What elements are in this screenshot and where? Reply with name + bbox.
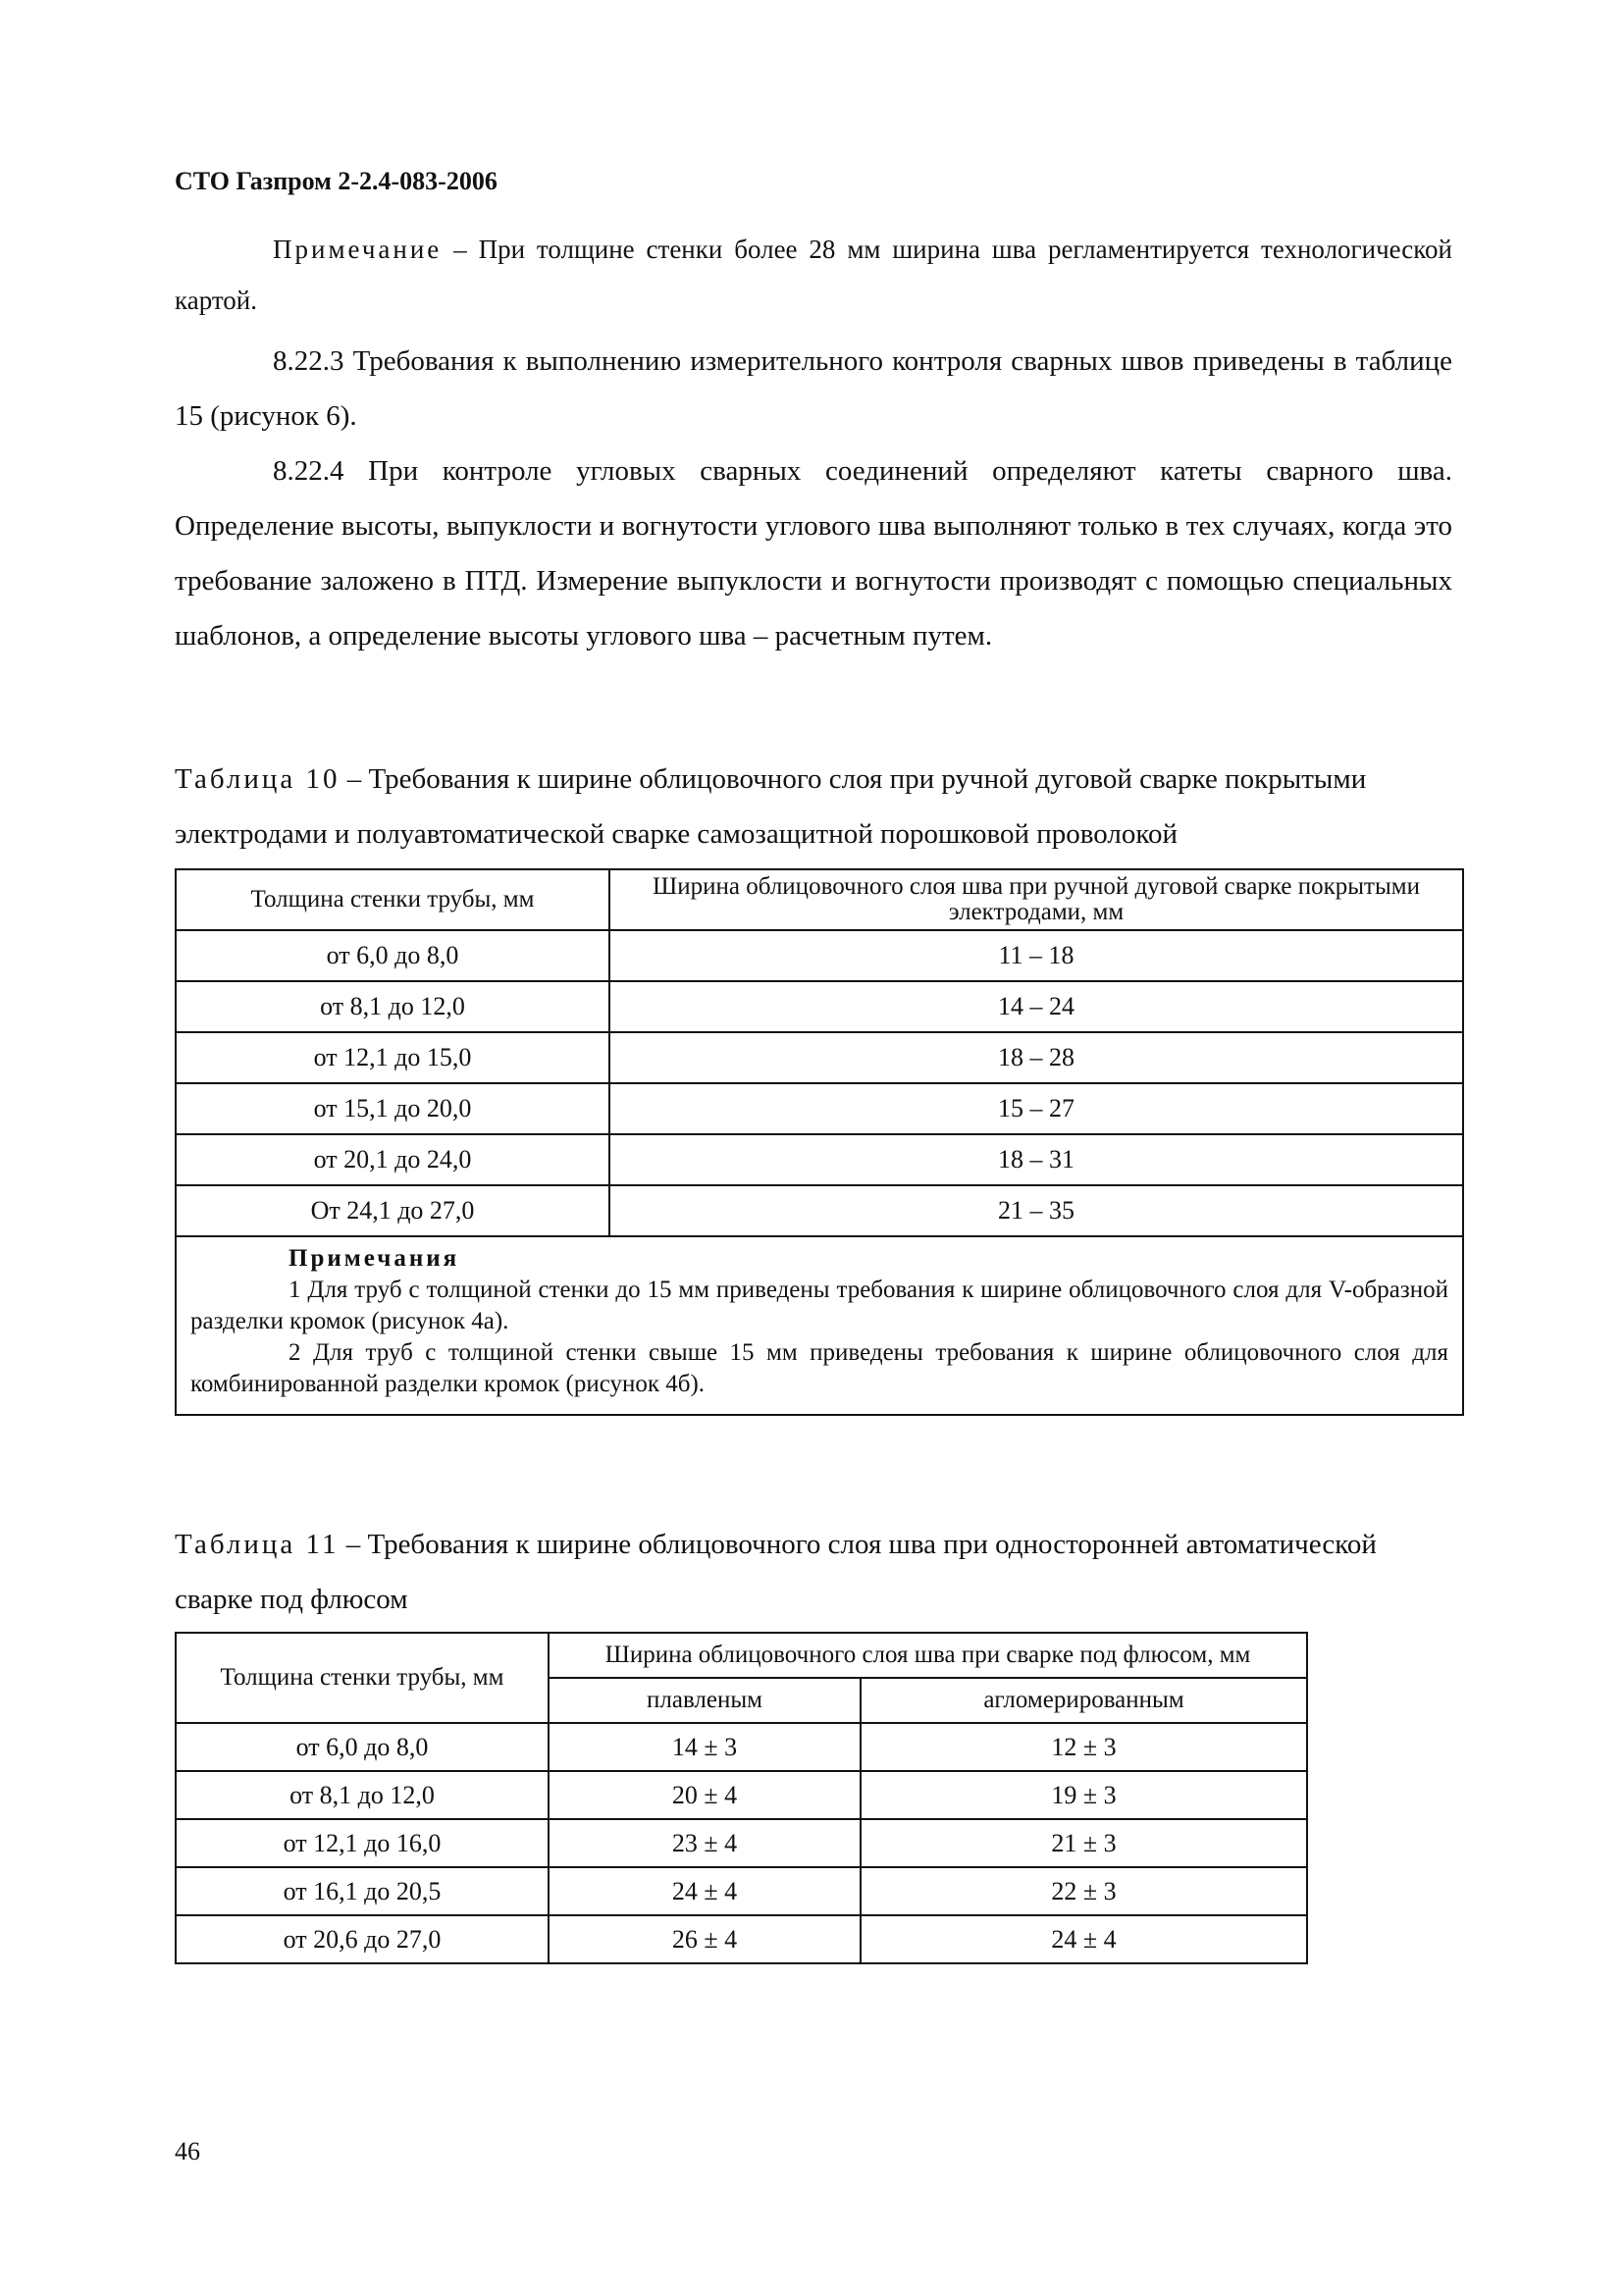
column-header-width: Ширина облицовочного слоя шва при ручной дуговой сварке покрытыми электродами, мм: [609, 869, 1463, 930]
table-cell-fused: 20 ± 4: [549, 1771, 861, 1819]
table-10-caption-label: Таблица 10: [175, 763, 341, 795]
table-row: [176, 1819, 1307, 1867]
table-cell-thickness: от 6,0 до 8,0: [176, 930, 609, 981]
table-row: [176, 1032, 1463, 1083]
table-row: [176, 930, 1463, 981]
table-11-caption-text: – Требования к ширине облицовочного слоя шва при односторонней автоматической сварке под флюсом: [175, 1529, 1377, 1615]
table-10-caption-text: – Требования к ширине облицовочного слоя при ручной дуговой сварке покрытыми электродами и полуавтоматической сварке самозащитной порошковой проволокой: [175, 763, 1367, 850]
table-cell-width: 21 – 35: [609, 1185, 1463, 1236]
table-cell-fused: 24 ± 4: [549, 1867, 861, 1915]
table-row: [176, 1867, 1307, 1915]
table-11-caption: [175, 1517, 1460, 1627]
table-notes-row: [176, 1236, 1463, 1415]
column-header-thickness: Толщина стенки трубы, мм: [176, 869, 609, 930]
table-cell-fused: 26 ± 4: [549, 1915, 861, 1963]
table-cell-thickness: от 8,1 до 12,0: [176, 1771, 549, 1819]
table-cell-agglomerated: 19 ± 3: [861, 1771, 1307, 1819]
table-cell-agglomerated: 21 ± 3: [861, 1819, 1307, 1867]
table-cell-thickness: от 12,1 до 16,0: [176, 1819, 549, 1867]
table-cell-width: 15 – 27: [609, 1083, 1463, 1134]
table-cell-width: 18 – 28: [609, 1032, 1463, 1083]
note-paragraph: [175, 224, 1452, 326]
table-cell-width: 14 – 24: [609, 981, 1463, 1032]
note-item: 2 Для труб с толщиной стенки свыше 15 мм приведены требования к ширине облицовочного слоя для комбинированной разделки кромок (рисунок 4б).: [190, 1339, 1448, 1397]
table-row: [176, 1771, 1307, 1819]
table-cell-thickness: от 12,1 до 15,0: [176, 1032, 609, 1083]
table-cell-thickness: от 6,0 до 8,0: [176, 1723, 549, 1771]
column-header-group-width: Ширина облицовочного слоя шва при сварке под флюсом, мм: [549, 1633, 1307, 1678]
table-notes-cell: [176, 1236, 1463, 1415]
paragraph-8-22-3: 8.22.3 Требования к выполнению измерительного контроля сварных швов приведены в таблице 15 (рисунок 6).: [175, 345, 1452, 432]
table-row: [176, 1134, 1463, 1185]
table-header-row: [176, 869, 1463, 930]
table-row: [176, 1083, 1463, 1134]
notes-title: Примечания: [288, 1245, 460, 1272]
table-cell-fused: 23 ± 4: [549, 1819, 861, 1867]
table-11-caption-label: Таблица 11: [175, 1529, 340, 1560]
note-item: 1 Для труб с толщиной стенки до 15 мм приведены требования к ширине облицовочного слоя для V-образной разделки кромок (рисунок 4а).: [190, 1277, 1448, 1334]
table-cell-thickness: От 24,1 до 27,0: [176, 1185, 609, 1236]
table-row: [176, 1915, 1307, 1963]
table-cell-thickness: от 15,1 до 20,0: [176, 1083, 609, 1134]
table-header-row: [176, 1633, 1307, 1678]
table-cell-width: 11 – 18: [609, 930, 1463, 981]
column-header-agglomerated-flux: агломерированным: [861, 1678, 1307, 1723]
table-row: [176, 1723, 1307, 1771]
table-cell-thickness: от 8,1 до 12,0: [176, 981, 609, 1032]
table-cell-thickness: от 20,6 до 27,0: [176, 1915, 549, 1963]
table-row: [176, 1185, 1463, 1236]
paragraph-8-22-4: 8.22.4 При контроле угловых сварных соединений определяют катеты сварного шва. Определение высоты, выпуклости и вогнутости углового шва выполняют только в тех случаях, когда это требование заложено в ПТД. Измерение выпуклости и вогнутости производят с помощью специальных шаблонов, а определение высоты углового шва – расчетным путем.: [175, 455, 1452, 652]
page-number: 46: [175, 2137, 200, 2165]
table-cell-agglomerated: 22 ± 3: [861, 1867, 1307, 1915]
note-text: – При толщине стенки более 28 мм ширина шва регламентируется технологической картой.: [175, 235, 1452, 315]
column-header-fused-flux: плавленым: [549, 1678, 861, 1723]
table-cell-thickness: от 16,1 до 20,5: [176, 1867, 549, 1915]
table-cell-thickness: от 20,1 до 24,0: [176, 1134, 609, 1185]
table-10-caption: [175, 752, 1460, 861]
table-11: [175, 1632, 1308, 1964]
table-cell-agglomerated: 12 ± 3: [861, 1723, 1307, 1771]
table-cell-fused: 14 ± 3: [549, 1723, 861, 1771]
note-label: Примечание: [273, 235, 443, 264]
table-row: [176, 981, 1463, 1032]
table-cell-width: 18 – 31: [609, 1134, 1463, 1185]
table-cell-agglomerated: 24 ± 4: [861, 1915, 1307, 1963]
table-10: [175, 868, 1464, 1416]
column-header-thickness: Толщина стенки трубы, мм: [176, 1633, 549, 1723]
document-code-header: СТО Газпром 2-2.4-083-2006: [175, 167, 498, 195]
